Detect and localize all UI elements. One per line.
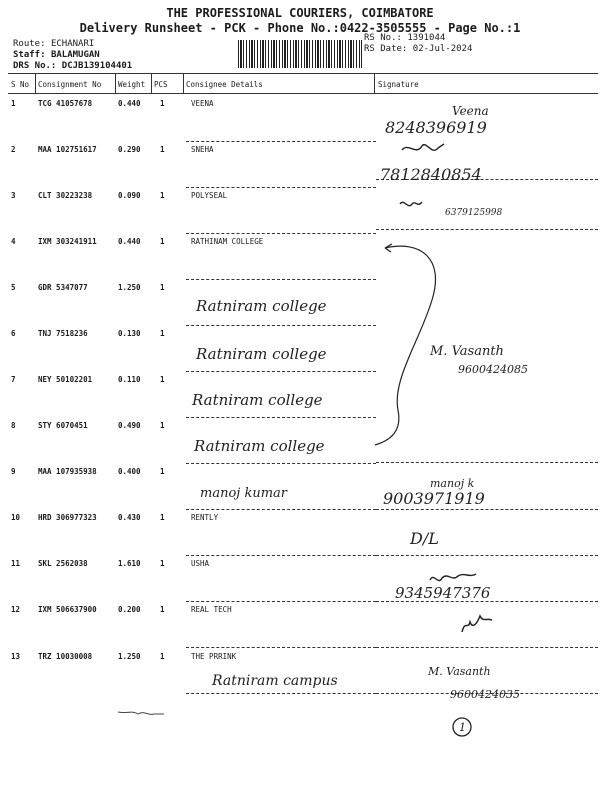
- row-consignee: SNEHA: [191, 145, 214, 154]
- company-title: THE PROFESSIONAL COURIERS, COIMBATORE: [166, 6, 434, 20]
- row-sno: 5: [11, 283, 16, 292]
- hw-r2-phone: 7812840854: [380, 165, 482, 184]
- row-sno: 6: [11, 329, 16, 338]
- row-pcs: 1: [160, 605, 165, 614]
- row-consignee: RENTLY: [191, 513, 219, 522]
- hw-r6-sign-phone: 9600424085: [458, 363, 528, 376]
- rs-date-label: RS Date:: [364, 44, 408, 54]
- row-sno: 13: [11, 652, 21, 661]
- row-weight: 0.090: [118, 191, 141, 200]
- hw-r13-sign-phone: 9600424035: [450, 688, 520, 701]
- hw-r13-sign-name: M. Vasanth: [428, 665, 491, 678]
- row-consignment: CLT 30223238: [38, 191, 93, 200]
- staff-label: Staff:: [13, 50, 46, 60]
- row-consignee: RATHINAM COLLEGE: [191, 237, 264, 246]
- row-consignee: USHA: [191, 559, 210, 568]
- row-consignment: STY 6070451: [38, 421, 88, 430]
- hw-r11-phone: 9345947376: [395, 584, 491, 602]
- row-consignment: IXM 303241911: [38, 237, 97, 246]
- row-sno: 1: [11, 99, 16, 108]
- hw-r2-signature-scribble: [402, 144, 444, 150]
- hw-r6-sign-name: M. Vasanth: [430, 344, 504, 359]
- rs-no-value: 1391044: [407, 33, 446, 43]
- hw-bottom-mark: [118, 712, 164, 714]
- drs-label: DRS No.:: [13, 61, 57, 71]
- row-consignment: TCG 41057678: [38, 99, 93, 108]
- hw-r11-signature-scribble: [430, 574, 476, 581]
- hw-r9-sign-name: manoj k: [430, 477, 475, 490]
- drs-value: DCJB139104401: [61, 61, 133, 71]
- row-weight: 0.290: [118, 145, 141, 154]
- hw-r1-name: Veena: [452, 104, 489, 118]
- row-weight: 0.430: [118, 513, 141, 522]
- row-sno: 11: [11, 559, 21, 568]
- row-pcs: 1: [160, 467, 165, 476]
- row-pcs: 1: [160, 99, 165, 108]
- rs-date-value: 02-Jul-2024: [412, 44, 473, 54]
- row-weight: 0.440: [118, 237, 141, 246]
- col-header-consignee: Consignee Details: [186, 80, 263, 89]
- col-header-sno: S No: [11, 80, 30, 89]
- hw-r10-sign: D/L: [410, 529, 439, 548]
- row-consignment: TNJ 7518236: [38, 329, 88, 338]
- row-weight: 0.440: [118, 99, 141, 108]
- row-pcs: 1: [160, 421, 165, 430]
- row-pcs: 1: [160, 329, 165, 338]
- row-pcs: 1: [160, 375, 165, 384]
- hw-bracket-arrow: [375, 246, 435, 445]
- staff-value: BALAMUGAN: [50, 50, 100, 60]
- row-sno: 2: [11, 145, 16, 154]
- row-pcs: 1: [160, 191, 165, 200]
- row-consignee: REAL TECH: [191, 605, 232, 614]
- hw-r5-consignee: Ratniram college: [196, 297, 327, 315]
- row-consignment: SKL 2562038: [38, 559, 88, 568]
- row-sno: 12: [11, 605, 21, 614]
- row-pcs: 1: [160, 237, 165, 246]
- hw-arrowhead: [385, 244, 392, 252]
- row-sno: 3: [11, 191, 16, 200]
- row-sno: 9: [11, 467, 16, 476]
- row-consignment: MAA 102751617: [38, 145, 97, 154]
- hw-r9-consignee: manoj kumar: [200, 486, 287, 501]
- row-sno: 4: [11, 237, 16, 246]
- row-weight: 1.250: [118, 652, 141, 661]
- col-header-signature: Signature: [378, 80, 419, 89]
- row-pcs: 1: [160, 513, 165, 522]
- row-pcs: 1: [160, 559, 165, 568]
- row-sno: 10: [11, 513, 21, 522]
- hw-r9-sign-phone: 9003971919: [383, 489, 485, 508]
- row-consignment: HRD 306977323: [38, 513, 97, 522]
- row-consignment: IXM 506637900: [38, 605, 97, 614]
- hw-r7-consignee: Ratniram college: [192, 391, 323, 409]
- runsheet-subtitle: Delivery Runsheet - PCK - Phone No.:0422-3505555 - Page No.:1: [79, 21, 521, 35]
- hw-r3-phone: 6379125998: [445, 208, 503, 218]
- row-consignment: NEY 50102201: [38, 375, 93, 384]
- row-pcs: 1: [160, 283, 165, 292]
- row-consignment: GDR 5347077: [38, 283, 88, 292]
- hw-r8-consignee: Ratniram college: [194, 437, 325, 455]
- row-sno: 8: [11, 421, 16, 430]
- row-weight: 0.490: [118, 421, 141, 430]
- row-consignment: TRZ 10030008: [38, 652, 93, 661]
- row-pcs: 1: [160, 652, 165, 661]
- row-consignment: MAA 107935938: [38, 467, 97, 476]
- row-pcs: 1: [160, 145, 165, 154]
- row-sno: 7: [11, 375, 16, 384]
- hw-r12-signature-scribble: [462, 616, 492, 632]
- route-value: ECHANARI: [50, 39, 95, 49]
- col-header-weight: Weight: [118, 80, 146, 89]
- row-weight: 0.400: [118, 467, 141, 476]
- row-weight: 0.200: [118, 605, 141, 614]
- row-weight: 1.250: [118, 283, 141, 292]
- row-weight: 0.110: [118, 375, 141, 384]
- hw-r3-signature-scribble: [400, 202, 422, 206]
- col-header-consignment: Consignment No: [38, 80, 102, 89]
- hw-r13-consignee: Ratniram campus: [212, 673, 338, 689]
- route-label: Route:: [13, 39, 46, 49]
- row-consignee: POLYSEAL: [191, 191, 228, 200]
- row-weight: 0.130: [118, 329, 141, 338]
- row-weight: 1.610: [118, 559, 141, 568]
- hw-page-number: 1: [459, 721, 466, 734]
- rs-no-label: RS No.:: [364, 33, 402, 43]
- hw-r6-consignee: Ratniram college: [196, 345, 327, 363]
- row-consignee: THE PRRINK: [191, 652, 237, 661]
- row-consignee: VEENA: [191, 99, 214, 108]
- hw-r1-phone: 8248396919: [385, 118, 487, 137]
- col-header-pcs: PCS: [154, 80, 168, 89]
